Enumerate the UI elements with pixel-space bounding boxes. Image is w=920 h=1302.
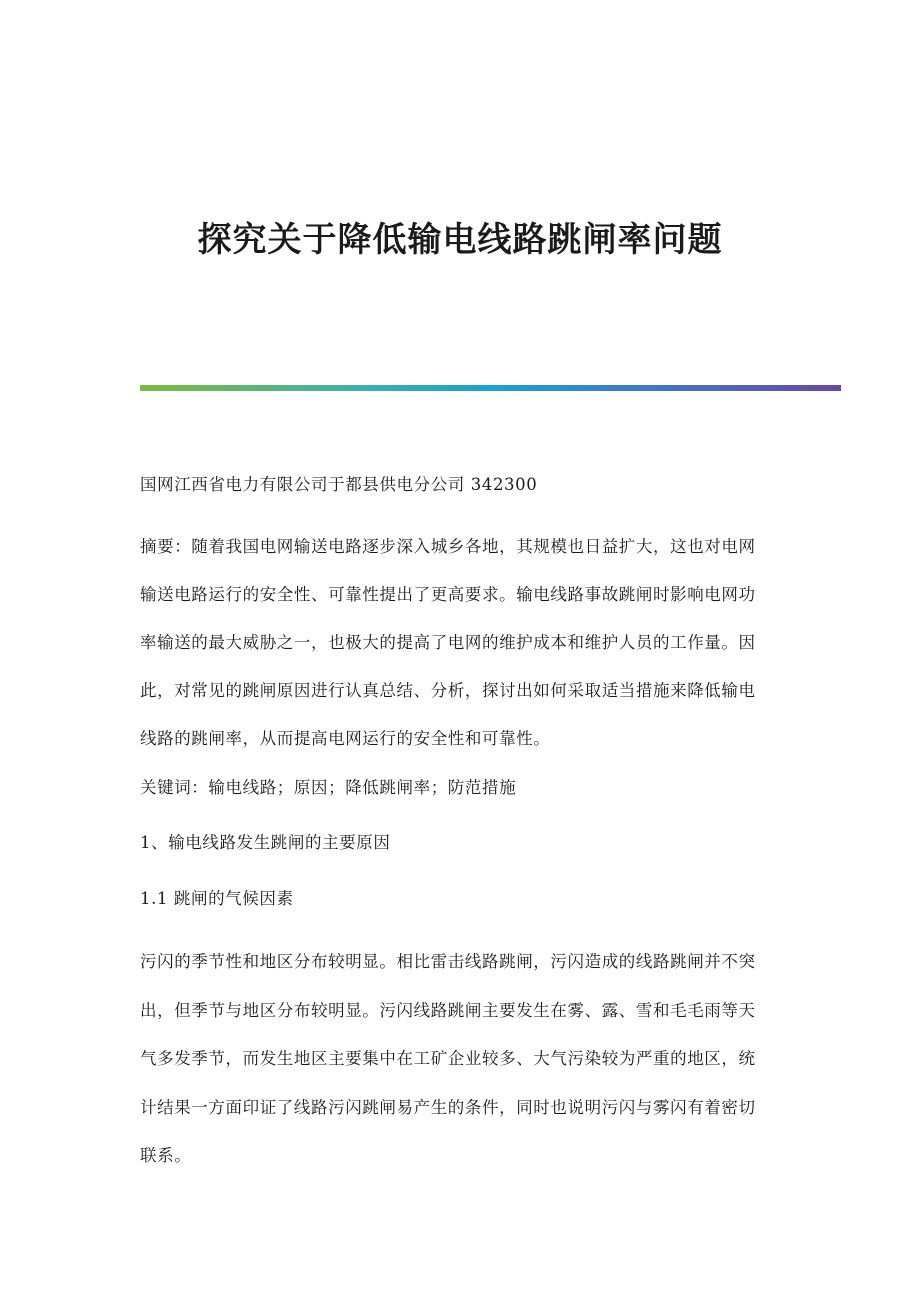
keywords-line: 关键词：输电线路；原因；降低跳闸率；防范措施 xyxy=(140,778,517,797)
section-heading: 1、输电线路发生跳闸的主要原因 xyxy=(140,833,391,852)
document-title: 探究关于降低输电线路跳闸率问题 xyxy=(197,220,723,260)
affiliation-line: 国网江西省电力有限公司于都县供电分公司 342300 xyxy=(140,475,538,494)
subsection-heading: 1.1 跳闸的气候因素 xyxy=(140,889,294,908)
abstract-paragraph: 摘要：随着我国电网输送电路逐步深入城乡各地，其规模也日益扩大，这也对电网输送电路运行的安全性、可靠性提出了更高要求。输电线路事故跳闸时影响电网功率输送的最大威胁之一，也极大的提高了电网的维护成本和维护人员的工作量。因此，对常见的跳闸原因进行认真总结、分析，探讨出如何采取适当措施来降低输电线路的跳闸率，从而提高电网运行的安全性和可靠性。 xyxy=(140,537,756,748)
body-paragraph: 污闪的季节性和地区分布较明显。相比雷击线路跳闸，污闪造成的线路跳闸并不突出，但季节与地区分布较明显。污闪线路跳闸主要发生在雾、露、雪和毛毛雨等天气多发季节，而发生地区主要集中在工矿企业较多、大气污染较为严重的地区，统计结果一方面印证了线路污闪跳闸易产生的条件，同时也说明污闪与雾闪有着密切联系。 xyxy=(140,952,756,1165)
title-divider xyxy=(140,385,841,391)
